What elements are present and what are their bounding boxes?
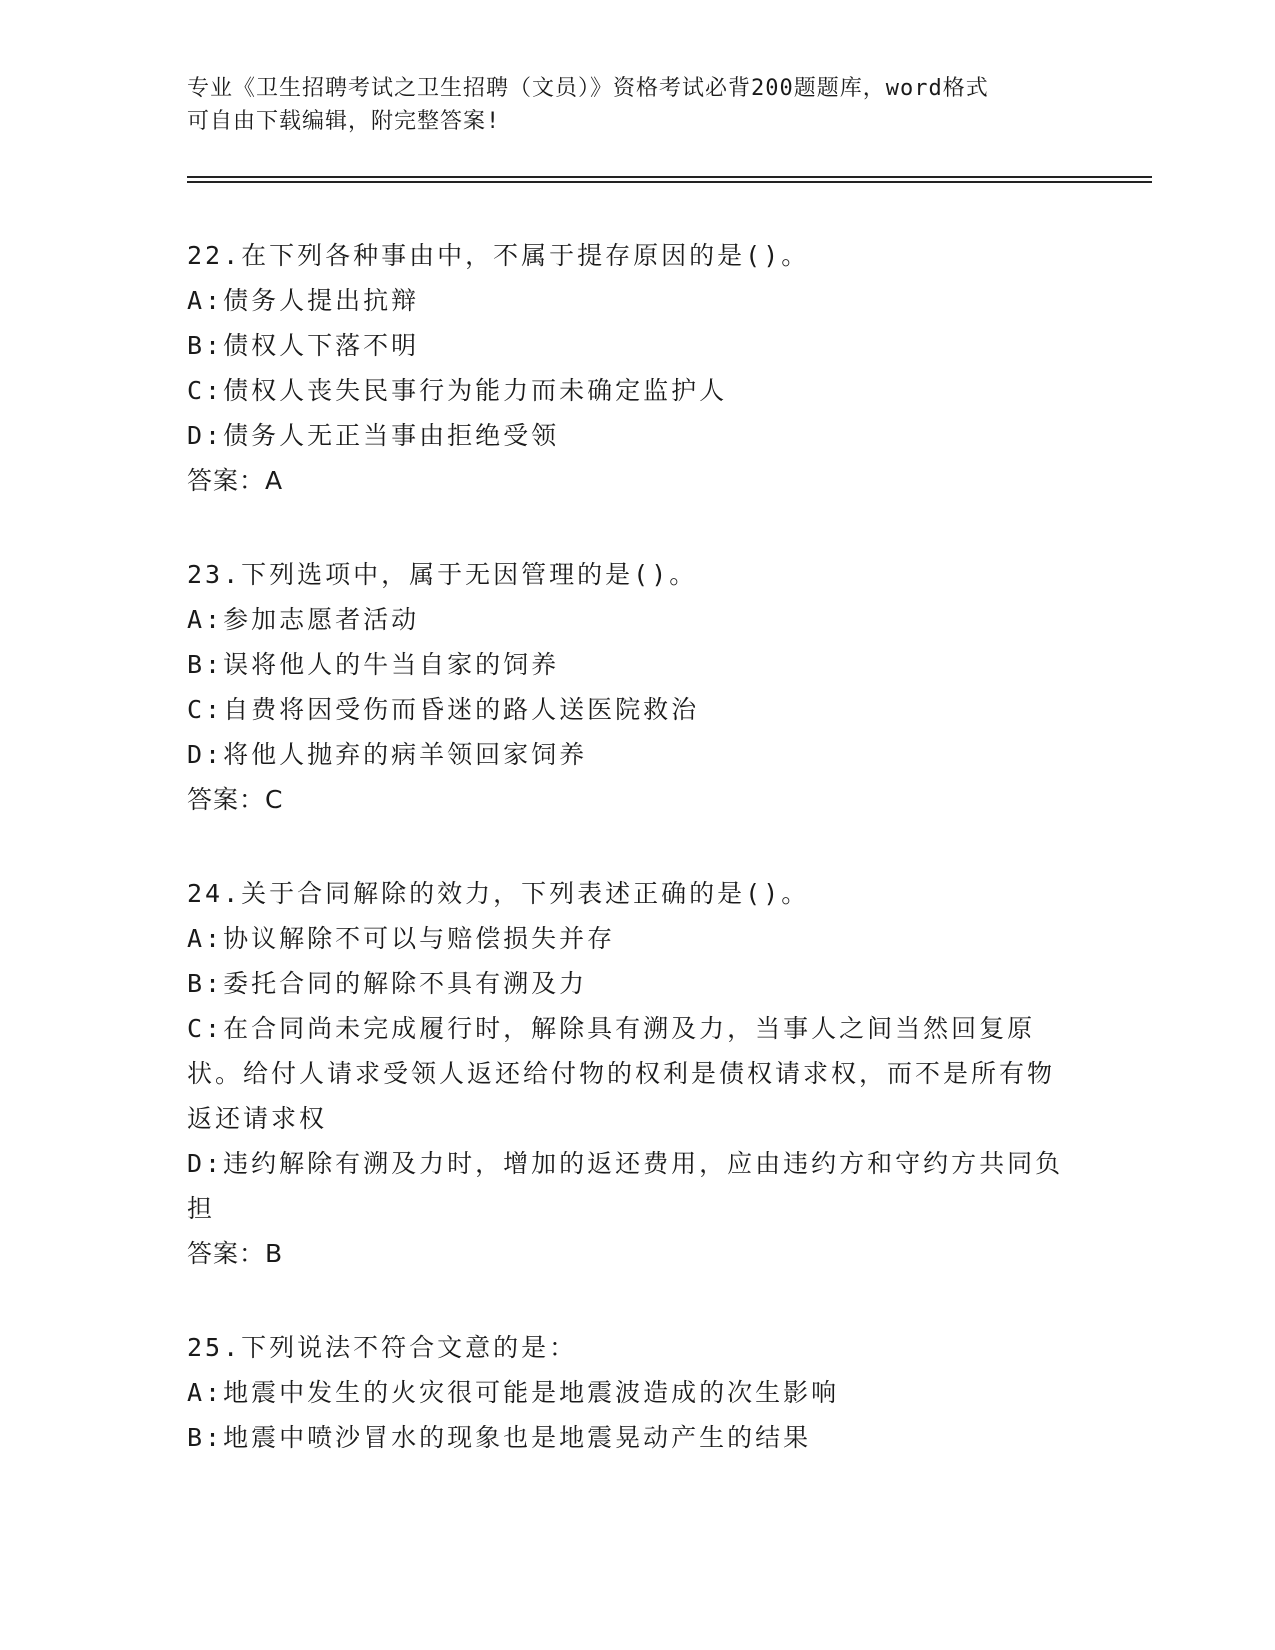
option-a: A:协议解除不可以与赔偿损失并存 <box>187 924 616 953</box>
header-line-2: 可自由下载编辑，附完整答案! <box>187 109 501 134</box>
option-c: C:债权人丧失民事行为能力而未确定监护人 <box>187 376 728 405</box>
question-stem: 25.下列说法不符合文意的是： <box>187 1333 578 1362</box>
option-b: B:债权人下落不明 <box>187 331 420 360</box>
option-b: B:委托合同的解除不具有溯及力 <box>187 969 588 998</box>
question-stem: 22.在下列各种事由中，不属于提存原因的是()。 <box>187 241 810 270</box>
question-stem: 23.下列选项中，属于无因管理的是()。 <box>187 560 698 589</box>
option-a: A:地震中发生的火灾很可能是地震波造成的次生影响 <box>187 1378 840 1407</box>
option-a: A:债务人提出抗辩 <box>187 286 420 315</box>
option-b: B:地震中喷沙冒水的现象也是地震晃动产生的结果 <box>187 1423 812 1452</box>
question-stem: 24.关于合同解除的效力，下列表述正确的是()。 <box>187 879 810 908</box>
question-23 <box>187 552 1077 822</box>
option-d: D:将他人抛弃的病羊领回家饲养 <box>187 740 588 769</box>
answer-label: 答案：C <box>187 785 284 814</box>
answer-label: 答案：A <box>187 466 284 495</box>
header-divider-bottom <box>187 181 1152 183</box>
option-a: A:参加志愿者活动 <box>187 605 420 634</box>
question-24 <box>187 871 1077 1276</box>
question-25 <box>187 1325 1077 1460</box>
header-line-1: 专业《卫生招聘考试之卫生招聘（文员）》资格考试必背200题题库，word格式 <box>187 76 989 101</box>
document-header <box>187 72 1077 138</box>
option-b: B:误将他人的牛当自家的饲养 <box>187 650 560 679</box>
answer-label: 答案：B <box>187 1239 284 1268</box>
question-22 <box>187 233 1077 503</box>
option-d: D:违约解除有溯及力时，增加的返还费用，应由违约方和守约方共同负担 <box>187 1149 1064 1223</box>
option-c: C:在合同尚未完成履行时，解除具有溯及力，当事人之间当然回复原状。给付人请求受领人返还给付物的权利是债权请求权，而不是所有物返还请求权 <box>187 1014 1056 1133</box>
option-c: C:自费将因受伤而昏迷的路人送医院救治 <box>187 695 700 724</box>
option-d: D:债务人无正当事由拒绝受领 <box>187 421 560 450</box>
header-divider-top <box>187 176 1152 178</box>
